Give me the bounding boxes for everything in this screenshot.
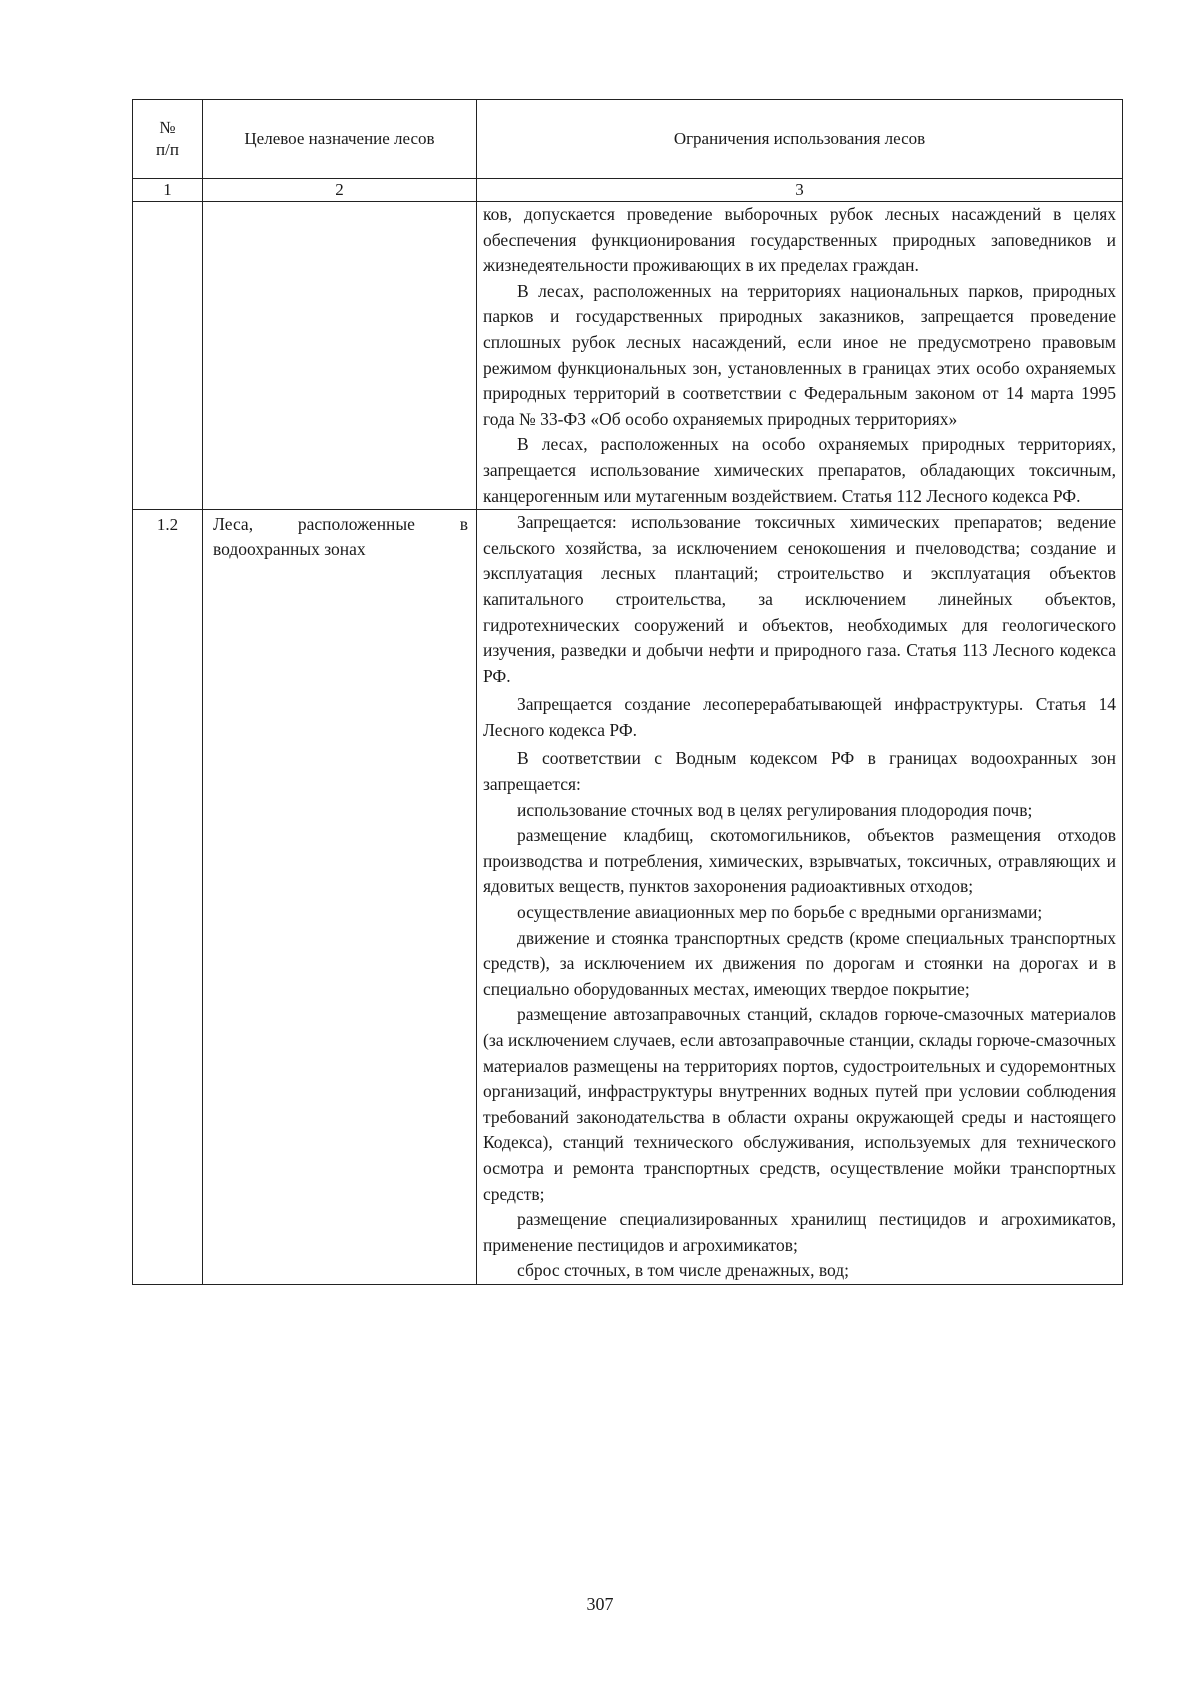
header-purpose: Целевое назначение лесов xyxy=(203,100,477,179)
paragraph: Запрещается: использование токсичных химических препаратов; ведение сельского хозяйства, за исключением сенокошения и пчеловодства; создание и эксплуатация лесных плантаций; строительство и эксплуатация объектов капитального строительства, за исключением линейных объектов, гидротехнических сооружений и объектов, необходимых для геологического изучения, разведки и добычи нефти и природного газа. Статья 113 Лесного кодекса РФ. xyxy=(483,512,1116,686)
column-number-2: 2 xyxy=(203,179,477,202)
table-row-continued xyxy=(133,202,1123,510)
column-number-1: 1 xyxy=(133,179,203,202)
row-purpose: Леса, расположенные в водоохранных зонах xyxy=(203,510,477,1285)
restrictions-table-wrap xyxy=(132,99,1122,1285)
paragraph: размещение кладбищ, скотомогильников, объектов размещения отходов производства и потребления, химических, взрывчатых, токсичных, отравляющих и ядовитых веществ, пунктов захоронения радиоактивных отходов; xyxy=(483,825,1116,897)
row-restrictions-cell xyxy=(477,202,1123,510)
paragraph: ков, допускается проведение выборочных рубок лесных насаждений в целях обеспечения функционирования государственных природных заповедников и жизнедеятельности проживающих в их пределах граждан. xyxy=(483,204,1116,276)
row-restrictions-cell xyxy=(477,510,1123,1285)
row-number: 1.2 xyxy=(133,510,203,1285)
paragraph: В соответствии с Водным кодексом РФ в границах водоохранных зон запрещается: xyxy=(483,748,1116,795)
paragraph: В лесах, расположенных на территориях национальных парков, природных парков и государственных природных заказников, запрещается проведение сплошных рубок лесных насаждений, если иное не предусмотрено правовым режимом функциональных зон, установленных в границах этих особо охраняемых природных территорий в соответствии с Федеральным законом от 14 марта 1995 года № 33-ФЗ «Об особо охраняемых природных территориях» xyxy=(483,280,1116,429)
paragraph: сброс сточных, в том числе дренажных, вод; xyxy=(517,1260,850,1281)
paragraph: В лесах, расположенных на особо охраняемых природных территориях, запрещается использование химических препаратов, обладающих токсичным, канцерогенным или мутагенным воздействием. Статья 112 Лесного кодекса РФ. xyxy=(483,434,1116,506)
paragraph: размещение автозаправочных станций, складов горюче-смазочных материалов (за исключением случаев, если автозаправочные станции, склады горюче-смазочных материалов размещены на территориях портов, судостроительных и судоремонтных организаций, инфраструктуры внутренних водных путей при условии соблюдения требований законодательства в области охраны окружающей среды и настоящего Кодекса), станций технического обслуживания, используемых для технического осмотра и ремонта транспортных средств, осуществление мойки транспортных средств; xyxy=(483,1004,1116,1204)
header-restrictions: Ограничения использования лесов xyxy=(477,100,1123,179)
table-row-1-2 xyxy=(133,510,1123,1285)
row-number-cell xyxy=(133,202,203,510)
column-number-3: 3 xyxy=(477,179,1123,202)
paragraph: осуществление авиационных мер по борьбе с вредными организмами; xyxy=(517,902,1043,923)
table-header-row xyxy=(133,100,1123,179)
paragraph: движение и стоянка транспортных средств (кроме специальных транспортных средств), за исключением их движения по дорогам и стоянки на дорогах и в специально оборудованных местах, имеющих твердое покрытие; xyxy=(483,927,1116,999)
row-purpose-cell xyxy=(203,202,477,510)
restrictions-table xyxy=(132,99,1123,1285)
paragraph: Запрещается создание лесоперерабатывающей инфраструктуры. Статья 14 Лесного кодекса РФ. xyxy=(483,694,1116,740)
paragraph: использование сточных вод в целях регулирования плодородия почв; xyxy=(517,799,1033,820)
header-number: № п/п xyxy=(133,100,203,179)
paragraph: размещение специализированных хранилищ пестицидов и агрохимикатов, применение пестицидов и агрохимикатов; xyxy=(483,1209,1116,1255)
page-number: 307 xyxy=(586,1594,614,1614)
column-number-row xyxy=(133,179,1123,202)
